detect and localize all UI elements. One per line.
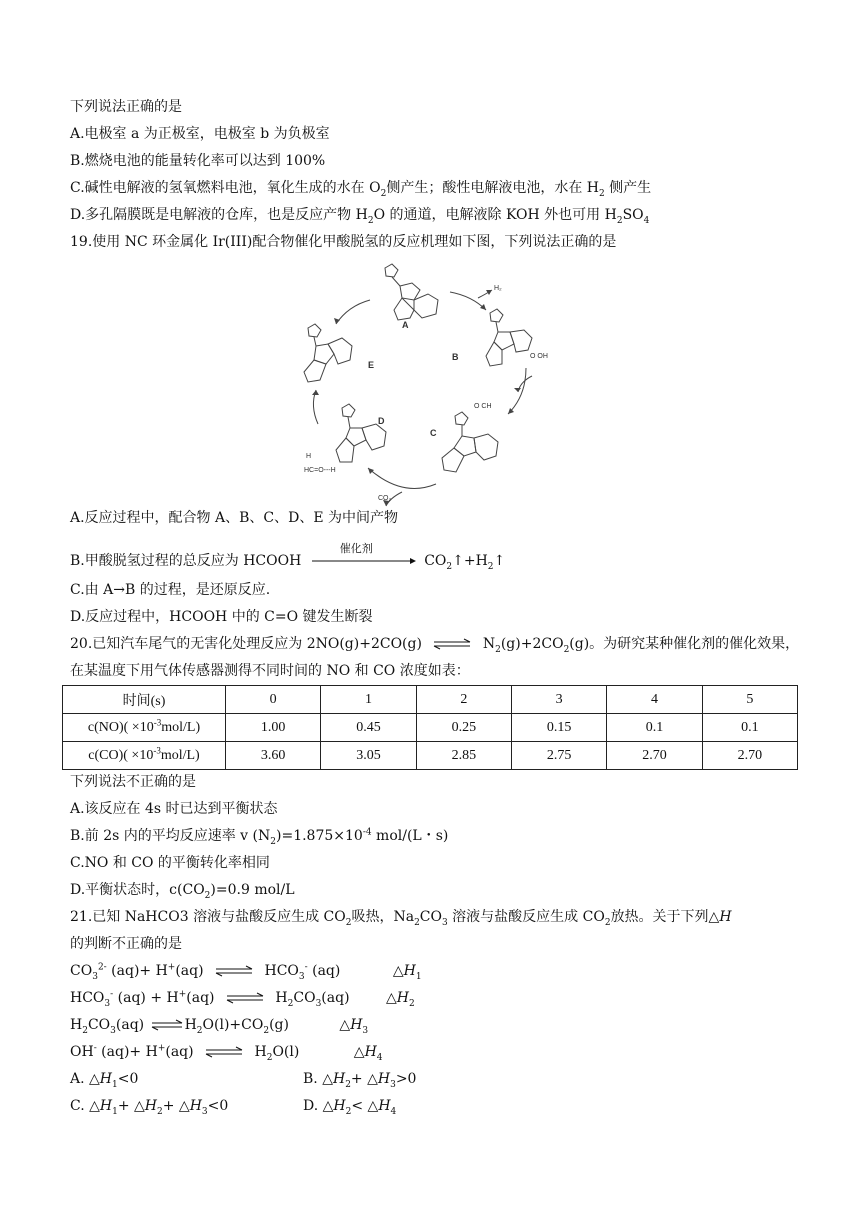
q21-option-a: A. $\triangle H_1<0$: [70, 1071, 139, 1090]
question-21-stem: 21.已知 NaHCO3 溶液与盐酸反应生成 $CO_2$吸热，$Na_2CO_3$ 溶液与盐酸反应生成 $CO_2$放热。关于下列△H: [70, 909, 732, 928]
label-e: E: [368, 360, 375, 370]
question-20-stem-2: 在某温度下用气体传感器测得不同时间的 NO 和 CO 浓度如表：: [70, 663, 470, 679]
equation-4: OH- (aq)+ H+(aq) $H_2O(l)$ $\triangle H_4$: [70, 1043, 383, 1063]
label-d: D: [378, 416, 385, 426]
label-a: A: [402, 320, 409, 330]
arrow-c-to-d: [368, 468, 436, 488]
equation-3: $H_2CO_3(aq)$ $H_2O(l)+CO_2(g)$ $\triangle H_3$: [70, 1017, 369, 1036]
option-d: D.多孔隔膜既是电解液的仓库，也是反应产物 $H_2O$ 的通道，电解液除 KOH 外也可用 $H_2SO_4$: [70, 207, 650, 226]
question-21-stem-2: 的判断不正确的是: [70, 936, 182, 952]
table-row: $c(CO)( \times 10^{-3}mol/L)$ 3.60 3.05 2.85 2.75 2.70 2.70: [63, 742, 798, 770]
q19-option-a: A.反应过程中，配合物 A、B、C、D、E 为中间产物: [70, 510, 399, 526]
q20-prompt: 下列说法不正确的是: [70, 774, 196, 790]
equilibrium-arrow: [432, 638, 472, 650]
text-line: 下列说法正确的是: [70, 99, 182, 115]
reaction-mechanism-diagram: [290, 258, 570, 508]
catalyst-arrow: 催化剂: [310, 551, 416, 571]
q19-option-d: D.反应过程中，HCOOH 中的 C=O 键发生断裂: [70, 609, 373, 625]
label-co2: CO₂: [378, 495, 392, 502]
label-b: B: [452, 352, 459, 362]
q20-option-c: C.NO 和 CO 的平衡转化率相同: [70, 855, 270, 871]
question-20-stem: 20.已知汽车尾气的无害化处理反应为 2NO(g)+2CO(g) $N_2(g)+2CO_2(g)$。为研究某种催化剂的催化效果，: [70, 636, 800, 655]
q20-option-d: D.平衡状态时，$c(CO_2)=0.9$ mol/L: [70, 882, 295, 901]
arrow-a-to-b: [450, 292, 486, 310]
compound-b-structure: [486, 309, 532, 366]
label-d-formate: H: [306, 453, 312, 460]
q20-option-a: A.该反应在 4s 时已达到平衡状态: [70, 801, 278, 817]
compound-c-structure: [442, 412, 498, 472]
option-b: B.燃烧电池的能量转化率可以达到 100%: [70, 153, 326, 169]
label-c: C: [430, 428, 437, 438]
equation-1: $CO_3^{2-}$ (aq)+ H+(aq) $HCO_3^-$ (aq) $\triangle H_1$: [70, 962, 422, 982]
table-header-row: 时间(s) 0 1 2 3 4 5: [63, 686, 798, 714]
concentration-table: [62, 685, 798, 770]
question-19-stem: 19.使用 NC 环金属化 Ir(III)配合物催化甲酸脱氢的反应机理如下图，下列说法正确的是: [70, 234, 617, 250]
arrow-d-to-e: [313, 390, 318, 424]
label-c-formate: O CH: [474, 403, 492, 410]
q20-option-b: B.前 2s 内的平均反应速率 v $(N_2)=1.875\times 10^{-4}$ mol/(L・s): [70, 827, 449, 847]
q21-option-d: D. $\triangle H_2<$ $\triangle H_4$: [303, 1098, 397, 1117]
compound-a-structure: [385, 264, 438, 320]
label-d-formate-2: HC=O---H: [304, 467, 336, 474]
label-hcooh-in: O OH: [530, 353, 548, 360]
table-row: $c(NO)( \times 10^{-3}mol/L)$ 1.00 0.45 0.25 0.15 0.1 0.1: [63, 714, 798, 742]
q21-option-b: B. $\triangle H_2+$ $\triangle H_3>0$: [303, 1071, 417, 1090]
arrow-e-to-a: [336, 300, 370, 324]
q21-option-c: C. $\triangle H_1+$ $\triangle H_2+$ $\triangle H_3<0$: [70, 1098, 229, 1117]
label-h2: H₂: [494, 285, 502, 292]
equation-2: $HCO_3^-$ (aq) + H+(aq) $H_2CO_3(aq)$ $\triangle H_2$: [70, 989, 415, 1009]
compound-d-structure: [336, 404, 386, 462]
q19-option-c: C.由 A→B 的过程，是还原反应.: [70, 582, 271, 598]
q19-option-b: B.甲酸脱氢过程的总反应为 HCOOH 催化剂 $CO_2↑+H_2↑$: [70, 542, 506, 572]
compound-e-structure: [304, 324, 352, 382]
option-a: A.电极室 a 为正极室，电极室 b 为负极室: [70, 126, 330, 142]
option-c: C.碱性电解液的氢氧燃料电池，氧化生成的水在 $O_2$侧产生；酸性电解液电池，水在 $H_2$ 侧产生: [70, 180, 652, 199]
